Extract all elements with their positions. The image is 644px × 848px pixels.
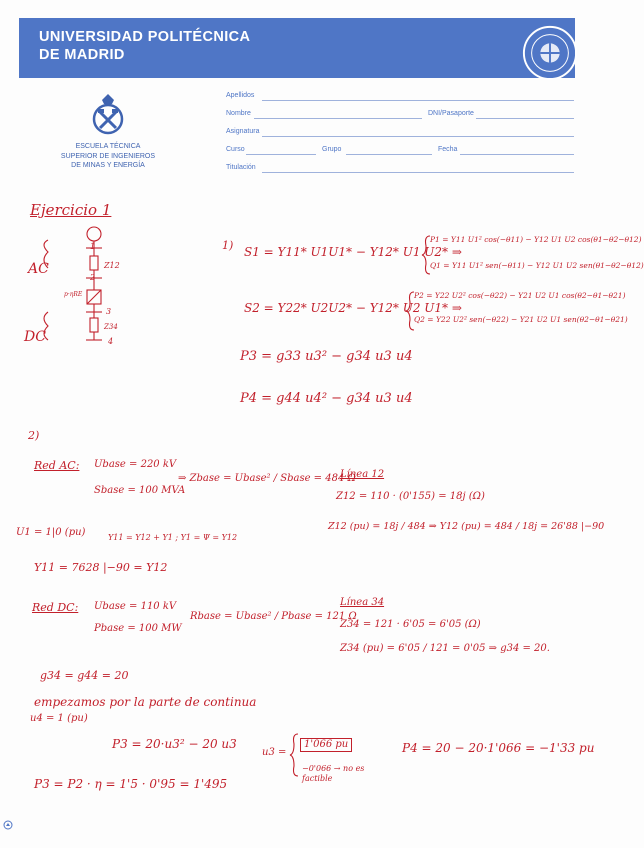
y11-definition: Y11 = Y12 + Y1 ; Y1 = Ψ = Y12: [108, 533, 238, 542]
node-3-label: 3: [106, 307, 112, 316]
y11-value: Y11 = 7628 |−90 = Y12: [34, 561, 168, 574]
school-crest-icon: [88, 92, 128, 138]
u1-value: U1 = 1|0 (pu): [16, 527, 86, 538]
part-2-label: 2): [28, 429, 40, 442]
node-1-label: 1: [90, 242, 96, 251]
apellidos-field[interactable]: [262, 100, 574, 101]
linea-12-heading: Línea 12: [340, 469, 385, 480]
ubase-dc: Ubase = 110 kV: [94, 601, 177, 612]
pbase-dc: Pbase = 100 MW: [94, 623, 182, 634]
sbase-ac: Sbase = 100 MVA: [94, 485, 186, 496]
red-dc-heading: Red DC:: [32, 601, 79, 614]
school-name: ESCUELA TÉCNICA SUPERIOR DE INGENIEROS DE MINAS Y ENERGÍA: [60, 143, 156, 169]
brace-icon: [288, 732, 300, 778]
z12-value: Z12 = 110 · (0'155) = 18j (Ω): [336, 491, 485, 502]
university-name: UNIVERSIDAD POLITÉCNICA DE MADRID: [39, 29, 251, 63]
zbase-ac: ⇒ Zbase = Ubase² / Sbase = 484 Ω: [178, 473, 356, 484]
u3-solution-discarded: −0'066 → no es factible: [302, 764, 365, 783]
start-note: empezamos por la parte de continua: [34, 695, 257, 709]
bridge-label: p·ηRE: [64, 291, 83, 298]
dc-label: DC: [24, 329, 46, 345]
university-header-band: [19, 18, 575, 78]
curso-field[interactable]: [246, 154, 316, 155]
q2-equation: Q2 = Y22 U2² sen(−θ22) − Y21 U2 U1 sen(θ2−θ1−θ21): [414, 315, 628, 324]
red-ac-heading: Red AC:: [34, 459, 80, 472]
q1-equation: Q1 = Y11 U1² sen(−θ11) − Y12 U1 U2 sen(θ1−θ2−θ12): [430, 261, 644, 270]
nombre-field[interactable]: [254, 118, 422, 119]
grupo-field[interactable]: [346, 154, 432, 155]
node-4-label: 4: [108, 337, 114, 346]
z34-label: Z34: [104, 323, 118, 331]
ac-label: AC: [28, 261, 49, 277]
exercise-title: Ejercicio 1: [30, 201, 112, 219]
p3-result: P3 = P2 · η = 1'5 · 0'95 = 1'495: [34, 777, 228, 791]
p2-equation: P2 = Y22 U2² cos(−θ22) − Y21 U2 U1 cos(θ2−θ1−θ21): [414, 291, 626, 300]
p4-equation: P4 = g44 u4² − g34 u3 u4: [240, 391, 413, 406]
p4-result: P4 = 20 − 20·1'066 = −1'33 pu: [402, 741, 595, 755]
g34-value: g34 = g44 = 20: [40, 669, 129, 682]
linea-34-heading: Línea 34: [340, 597, 385, 608]
z12-pu-value: Z12 (pu) = 18j / 484 ⇒ Y12 (pu) = 484 / 18j = 26'88 |−90: [328, 521, 605, 532]
p1-equation: P1 = Y11 U1² cos(−θ11) − Y12 U1 U2 cos(θ1−θ2−θ12): [430, 235, 642, 244]
rbase-dc: Rbase = Ubase² / Pbase = 121 Ω: [190, 611, 357, 622]
u3-label: u3 =: [262, 747, 287, 758]
dni-field[interactable]: [476, 118, 574, 119]
fecha-label: Fecha: [438, 146, 458, 153]
s2-equation: S2 = Y22* U2U2* − Y12* U2 U1* ⇒: [244, 301, 462, 315]
s1-equation: S1 = Y11* U1U1* − Y12* U1 U2* ⇒: [244, 245, 462, 259]
recycle-icon: [3, 820, 13, 830]
asignatura-field[interactable]: [262, 136, 574, 137]
z34-pu-value: Z34 (pu) = 6'05 / 121 = 0'05 ⇒ g34 = 20.: [340, 643, 550, 654]
z34-value: Z34 = 121 · 6'05 = 6'05 (Ω): [340, 619, 481, 630]
curso-label: Curso: [226, 146, 245, 153]
u4-value: u4 = 1 (pu): [30, 713, 88, 724]
p3-equation: P3 = g33 u3² − g34 u3 u4: [240, 349, 413, 364]
node-2-label: 2: [90, 273, 96, 282]
apellidos-label: Apellidos: [226, 92, 255, 99]
u3-solution-boxed: 1'066 pu: [300, 738, 352, 752]
part-1-label: 1): [222, 239, 234, 252]
ubase-ac: Ubase = 220 kV: [94, 459, 177, 470]
p3-equation-dc: P3 = 20·u3² − 20 u3: [112, 737, 237, 751]
asignatura-label: Asignatura: [226, 128, 260, 135]
z12-label: Z12: [104, 261, 120, 270]
dni-label: DNI/Pasaporte: [428, 110, 474, 117]
grupo-label: Grupo: [322, 146, 342, 153]
university-seal-icon: [521, 24, 579, 82]
titulacion-label: Titulación: [226, 164, 256, 171]
fecha-field[interactable]: [460, 154, 574, 155]
nombre-label: Nombre: [226, 110, 251, 117]
titulacion-field[interactable]: [262, 172, 574, 173]
